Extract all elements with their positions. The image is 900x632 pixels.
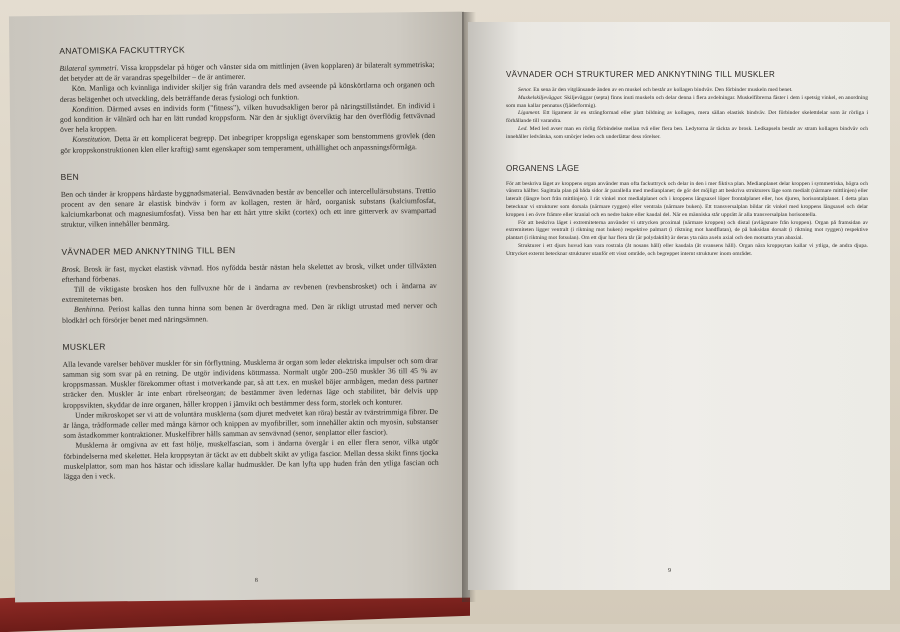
term: Benhinna. bbox=[73, 304, 106, 315]
section-vavnader-muskler bbox=[506, 70, 868, 142]
term: Led. bbox=[518, 125, 528, 132]
paragraph bbox=[60, 131, 435, 155]
paragraph-text: Musklerna är omgivna av ett fast hölje, muskelfascian, som i ändarna övergår i en eller flera senor, vilka utgör förbindelserna med skelettet. Hela kroppsytan är täckt av ett dubbelt skikt av ytliga fascior. Mellan dessa skikt finns tjocka muskelplattor, som man hos hästar och idisslare kallar hudmuskler. De kan lyfta upp huden från den ytliga fascian och lägga den i veck. bbox=[63, 437, 439, 481]
paragraph-text: Till de viktigaste brosken hos den fullvuxne hör de i ändarna av revbenen (revbensbrosket) och i ändarna av extremiteternas ben. bbox=[61, 280, 437, 305]
section-ben bbox=[61, 168, 437, 231]
section-anatomiska-fackuttryck bbox=[59, 42, 435, 156]
term: Kondition. bbox=[71, 104, 105, 114]
section-heading: MUSKLER bbox=[62, 341, 106, 352]
section-heading: ANATOMISKA FACKUTTRYCK bbox=[59, 44, 185, 56]
paragraph bbox=[63, 437, 438, 482]
paragraph bbox=[506, 95, 868, 111]
right-page bbox=[468, 22, 890, 590]
paragraph bbox=[506, 126, 868, 142]
section-organens-lage bbox=[506, 164, 868, 259]
section-vavnader-ben bbox=[61, 243, 437, 326]
paragraph-text: En sena är den vitglänsande änden av en muskel och består av kollagen bindväv. Den förbinder muskeln med benet. bbox=[531, 87, 793, 93]
paragraph-text: Kön. Manliga och kvinnliga individer skiljer sig från varandra dels med avseende på könskörtlarna och organen och deras belägenhet och utveckling, dels beträffande deras fysiologi och funktion. bbox=[59, 80, 435, 104]
paragraph-text: Med led avser man en rörlig förbindelse mellan två eller flera ben. Ledytorna är täckta av brosk. Ledkapseln består av stram kollagen bindväv och innehåller ledvätska, som smörjer leden och underlättar dess rörelser. bbox=[506, 125, 868, 140]
paragraph-text: Under mikroskopet ser vi att de voluntära musklerna (som djuret medvetet kan röra) består av tvärstrimmiga fibrer. De är långa, trådformade celler med många kärnor och knippen av myofibriller, som innehåller aktin och myosin, substanser som åstadkommer kontraktioner. Muskelfibrer hålls samman av senvävnad (senor, senplattor eller fascior). bbox=[63, 406, 439, 441]
left-page bbox=[9, 12, 470, 603]
term: Konstitution. bbox=[72, 134, 112, 145]
page-number: 9 bbox=[668, 568, 671, 574]
paragraph bbox=[63, 407, 438, 442]
paragraph-text: Alla levande varelser behöver muskler för sin förflyttning. Musklerna är organ som leder elektriska impulser och som drar samman sig som svar på en retning. De utgör individens köttmassa. Normalt utgör 200–250 muskler 36 till 45 % av kroppsmassan. Muskler förekommer oftast i motverkande par, så att t.ex. en muskel böjer armbågen, medan dess partner sträcker den. Muskler är inte enbart rörelseorgan; de bestämmer även ledernas läge och stabilitet, bär delvis upp kroppsvikten, skyddar de inre organen, håller kroppen i jämvikt och bestämmer dess form, storlek och konturer. bbox=[62, 355, 438, 410]
section-heading: BEN bbox=[60, 171, 80, 182]
section-heading: VÄVNADER MED ANKNYTNING TILL BEN bbox=[61, 244, 236, 257]
paragraph bbox=[506, 110, 868, 126]
section-muskler bbox=[62, 338, 438, 482]
paragraph-text: För att beskriva läget i extremiteterna använder vi uttrycken proximal (närmare kroppen) och distal (avlägsnare från kroppen). Organ på framsidan av extremiteten ligger ventralt (i riktning mot huken) respektive palmart (i riktning mot handflatan), de på baksidan dorsalt (i riktning mot ryggen) respektive plantart (i riktning mot fotsulan). Om ett djur har flera tår (är polydaktilt) är deras yta nära axeln axial och den motsatta ytan abaxial. bbox=[506, 219, 868, 242]
paragraph bbox=[506, 87, 868, 95]
term: Brosk. bbox=[61, 264, 81, 274]
paragraph bbox=[62, 301, 437, 325]
paragraph bbox=[506, 243, 868, 259]
paragraph-text: Vissa kroppsdelar på höger och vänster sida om mittlinjen (även kopplaren) är bilateralt symmetriska; det betyder att de är varandras spegelbilder – de är antimerer. bbox=[59, 59, 435, 84]
paragraph-text: Periost kallas den tunna hinna som benen är överdragna med. Den är rikligt utrustad med nerver och blodkärl och försörjer benet med näringsämnen. bbox=[62, 301, 438, 325]
paragraph-text: Ett ligament är en strängformad eller platt bildning av kollagen, mera sällan elastisk bindväv. Det förbinder skelettdelar som är rörliga i förhållande till varandra. bbox=[506, 110, 868, 125]
term: Bilateral symmetri. bbox=[59, 63, 119, 73]
paragraph-text: Skiljeväggar (septa) finns inuti muskeln och delar denna i flera avdelningar. Muskelfibrerna fäster i dem i spetsig vinkel, en anordning som man kallar pennatus (fjäderformig). bbox=[506, 94, 868, 109]
term: Ligament. bbox=[518, 110, 541, 117]
paragraph bbox=[63, 356, 439, 411]
paragraph-text: Strukturer i ett djurs huvud kan vara rostrala (åt nosans håll) eller kaudala (åt svansens håll). Organ nära kroppsytan kallar vi ytliga, de andra djupa. Uttrycket externt betecknar strukturer utanför ett visst område, och begreppet internt strukturer inom området. bbox=[506, 242, 868, 257]
paragraph-text: För att beskriva läget av kroppens organ använder man ofta fackuttryck och delar in den i mer fiktiva plan. Medianplanet delar kroppen i symmetriska, högra och vänstra hälfter. Sagittala plan på båda sidor är parallella med medianplanet; de gör det möjligt att beskriva strukturers läge som medialt (närmare mittlinjen) eller lateralt (längre bort från mittlinjen). I rät vinkel mot medialplanet och i kroppens längsaxel löper frontalplanet eller, hos djuren, horisontalplanet. I detta plan betecknar vi strukturer som dorsala (närmare ryggen) eller ventrala (närmare buken). Ett transversalplan bildar rät vinkel med kroppens längsaxel och delar kroppen i en övre främre eller kranial och en nedre bakre eller kaudal del. När en människa står upprätt är alla transversalplan horisontella. bbox=[506, 180, 868, 218]
paragraph-text: Ben och tänder är kroppens hårdaste byggnadsmaterial. Benvävnaden består av benceller och intercellulärsubstans. Trettio procent av den senare är elastisk bindväv i form av kollagen, resten är hård, oorganisk substans (kalciumfosfat, kalciumkarbonat och magnesiumfosfat). Vissa ben har ett hårt yttre skikt (cortex) och ett inre gitterverk av svampartad struktur, vilken innehåller benmärg. bbox=[60, 185, 437, 230]
term: Senor. bbox=[518, 87, 532, 93]
section-spacer bbox=[506, 154, 868, 164]
page-number: 8 bbox=[254, 577, 258, 584]
term: Muskelskiljeväggar. bbox=[518, 94, 563, 101]
paragraph bbox=[506, 220, 868, 243]
paragraph bbox=[60, 101, 435, 136]
section-heading: VÄVNADER OCH STRUKTURER MED ANKNYTNING TILL MUSKLER bbox=[506, 70, 776, 79]
paragraph-text: Brosk är fast, mycket elastisk vävnad. Hos nyfödda består nästan hela skelettet av brosk, vilket under tillväxten efterhand förbenas. bbox=[61, 260, 437, 284]
paragraph bbox=[506, 181, 868, 220]
paragraph-text: Detta är ett komplicerat begrepp. Det inbegriper kroppsliga egenskaper som benstommens grovlek (den gör kroppskonstruktionen klen eller kraftig) samt egenskaper som temperament, uthållighet och anpassningsförmåga. bbox=[60, 131, 436, 155]
paragraph bbox=[61, 186, 436, 231]
paragraph-text: Därmed avses en individs form ("fitness"), vilken huvudsakligen beror på näringstillståndet. En individ i god kondition är välnärd och har en lätt rundad kroppsform. När den är sjukligt överviktig har den överflödig fettvävnad över hela kroppen. bbox=[59, 100, 436, 135]
section-heading: ORGANENS LÄGE bbox=[506, 163, 580, 173]
